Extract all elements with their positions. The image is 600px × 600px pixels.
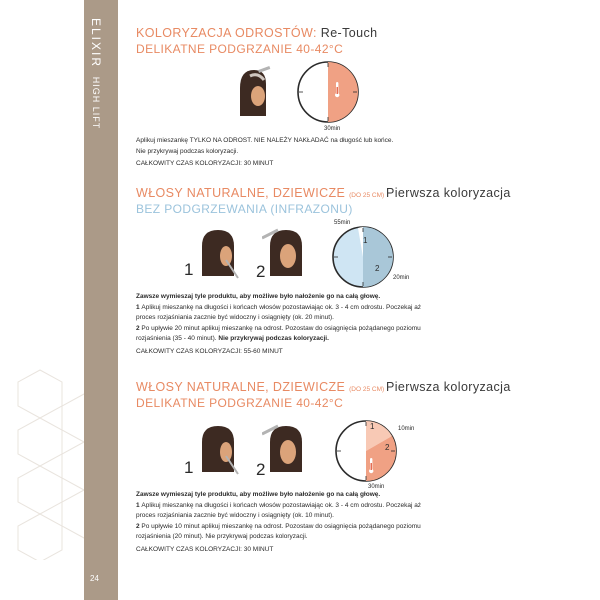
step-1-line: 1 Aplikuj mieszankę na długości i końcach włosów pozostawiając ok. 3 - 4 cm odrostu. Poczekaj aż: [136, 303, 422, 311]
head-illustration-retouch: [232, 66, 272, 120]
title-part-b: Pierwsza koloryzacja: [385, 186, 511, 200]
clock-label-right: 20min: [393, 275, 410, 281]
step-1-line: proces rozjaśniania zacznie być widoczny i osiągnięty (ok. 20 minut).: [136, 314, 334, 321]
intro-line: Zawsze wymieszaj tyle produktu, aby możliwe było nałożenie go na całą głowę.: [136, 293, 381, 300]
section-title: [136, 26, 576, 40]
instruction-line: Aplikuj mieszankę TYLKO NA ODROST. NIE NALEŻY NAKŁADAĆ na długość lub końce.: [136, 137, 394, 144]
head-illustration-step1: [196, 226, 240, 280]
clock-label-top: 55min: [334, 220, 351, 226]
head-illustration-step1: [196, 422, 240, 476]
section-virgin-no-heat-body: [136, 292, 576, 355]
title-part-a: WŁOSY NATURALNE, DZIEWICZE: [136, 186, 350, 200]
total-time: CAŁKOWITY CZAS KOLORYZACJI: 30 MINUT: [136, 160, 274, 167]
total-time: CAŁKOWITY CZAS KOLORYZACJI: 55-60 MINUT: [136, 347, 283, 355]
page-number: 24: [90, 574, 99, 583]
step-2-line: 2 Po upływie 10 minut aplikuj mieszankę na odrost. Pozostaw do osiągnięcia pożądanego poziomu: [136, 522, 421, 530]
instruction-line: Nie przykrywaj podczas koloryzacji.: [136, 147, 239, 155]
section-retouch-body: [136, 136, 576, 167]
step-number: 2: [256, 262, 266, 281]
title-part-a: WŁOSY NATURALNE, DZIEWICZE: [136, 380, 350, 394]
step-number: 2: [256, 460, 266, 479]
section-virgin-no-heat: [136, 186, 576, 216]
clock-segment-1: 1: [363, 236, 368, 245]
clock-label-bottom: 30min: [368, 484, 385, 490]
title-small: (DO 25 CM): [349, 386, 386, 393]
clock-label-right: 10min: [398, 426, 415, 432]
clock-no-heat: [330, 224, 396, 290]
product-name: HIGH LIFT: [91, 76, 101, 130]
title-part-b: Pierwsza koloryzacja: [385, 380, 511, 394]
section-subtitle: DELIKATNE PODGRZANIE 40-42°C: [136, 42, 344, 56]
brand-name: ELIXIR: [89, 18, 103, 69]
section-subtitle: DELIKATNE PODGRZANIE 40-42°C: [136, 396, 344, 410]
title-part-a: KOLORYZACJA ODROSTÓW:: [136, 26, 321, 40]
step-number: 1: [184, 260, 194, 279]
section-retouch: [136, 26, 576, 56]
clock-retouch: [296, 60, 360, 132]
title-part-b: Re-Touch: [320, 26, 378, 40]
section-virgin-heat: [136, 380, 576, 410]
brand-label: [87, 18, 115, 158]
step-2-line: rozjaśnienia (20 minut). Nie przykrywaj podczas koloryzacji.: [136, 533, 308, 540]
head-illustration-step2: [262, 224, 306, 280]
step-1-line: proces rozjaśniania zacznie być widoczny i osiągnięty (ok. 10 minut).: [136, 512, 334, 519]
section-title: [136, 186, 576, 200]
step-1-line: 1 Aplikuj mieszankę na długości i końcach włosów pozostawiając ok. 3 - 4 cm odrostu. Poczekaj aż: [136, 501, 422, 509]
total-time: CAŁKOWITY CZAS KOLORYZACJI: 30 MINUT: [136, 545, 274, 553]
step-2-line: 2 Po upływie 20 minut aplikuj mieszankę na odrost. Pozostaw do osiągnięcia pożądanego poziomu: [136, 324, 421, 332]
clock-label-bottom: 30min: [324, 126, 341, 132]
step-2-line: rozjaśnienia (35 - 40 minut). Nie przykrywaj podczas koloryzacji.: [136, 335, 329, 342]
section-virgin-heat-body: [136, 490, 576, 553]
section-subtitle: BEZ PODGRZEWANIA (INFRAZONU): [136, 202, 353, 216]
clock-segment-2: 2: [385, 443, 390, 452]
clock-segment-2: 2: [375, 264, 380, 273]
step-number: 1: [184, 458, 194, 477]
sidebar: [0, 0, 118, 600]
clock-segment-1: 1: [370, 422, 375, 431]
intro-line: Zawsze wymieszaj tyle produktu, aby możliwe było nałożenie go na całą głowę.: [136, 491, 381, 498]
title-small: (DO 25 CM): [349, 192, 386, 199]
section-title: [136, 380, 576, 394]
head-illustration-step2: [262, 420, 306, 476]
